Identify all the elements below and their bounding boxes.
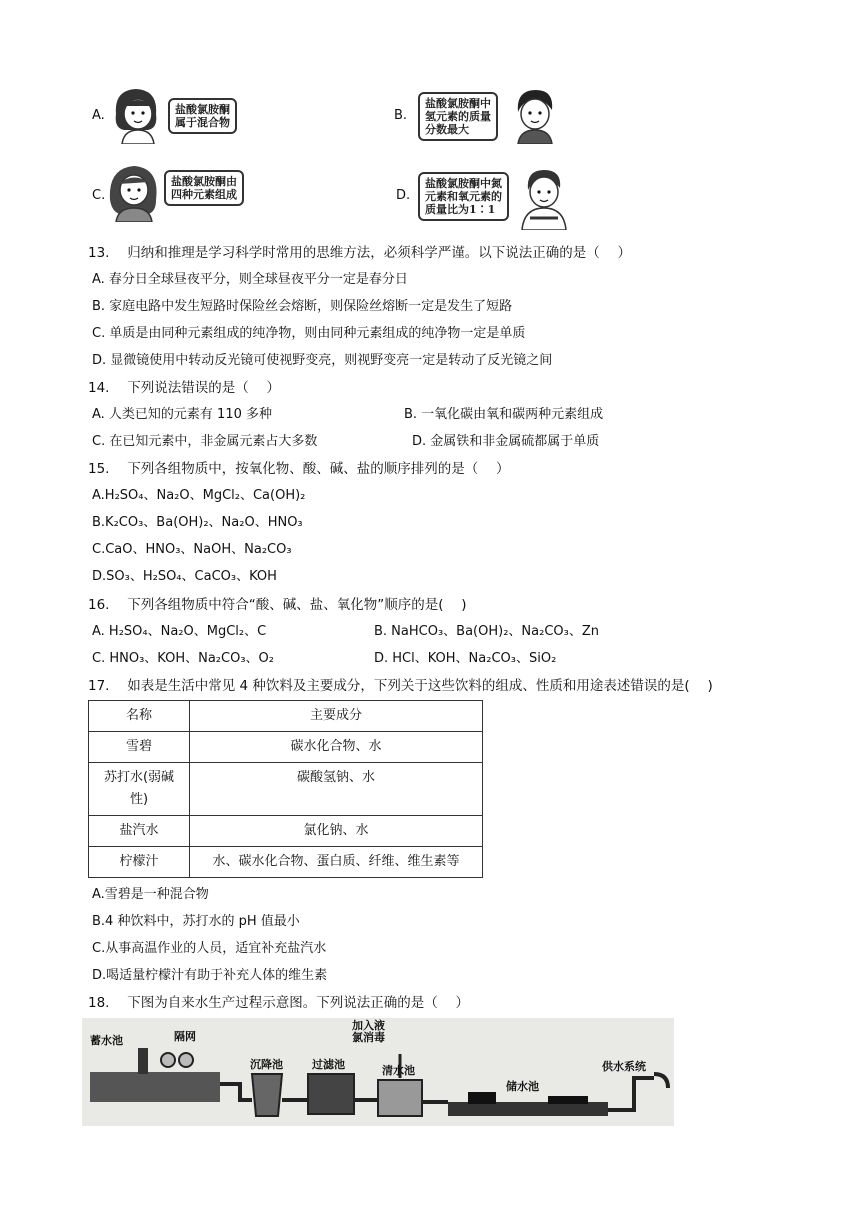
q17-option-c: C.从事高温作业的人员，适宜补充盐汽水 xyxy=(92,941,327,956)
clear-water-tank-label: 清水池 xyxy=(382,1064,415,1077)
question-13-stem: 13. 归纳和推理是学习科学时常用的思维方法，必须科学严谨。以下说法正确的是（ ） xyxy=(88,245,632,261)
table-cell: 水、碳水化合物、蛋白质、纤维、维生素等 xyxy=(190,847,483,878)
drinks-table xyxy=(88,700,483,878)
question-17-stem: 17. 如表是生活中常见 4 种饮料及主要成分，下列关于这些饮料的组成、性质和用途表述错误的是( ) xyxy=(88,678,713,694)
q15-option-c: C.CaO、HNO₃、NaOH、Na₂CO₃ xyxy=(92,542,292,557)
q14-option-a: A. 人类已知的元素有 110 多种 xyxy=(92,407,273,422)
q13-option-c: C. 单质是由同种元素组成的纯净物，则由同种元素组成的纯净物一定是单质 xyxy=(92,326,526,341)
speech-bubble: 盐酸氯胺酮中氮 元素和氧元素的 质量比为1∶1 xyxy=(418,172,509,221)
table-cell: 盐汽水 xyxy=(89,816,190,847)
speech-bubble: 盐酸氯胺酮 属于混合物 xyxy=(168,98,237,134)
table-header-row xyxy=(89,701,483,732)
question-15-stem: 15. 下列各组物质中，按氧化物、酸、碱、盐的顺序排列的是（ ） xyxy=(88,461,510,477)
girl-cartoon-icon xyxy=(108,84,164,144)
q14-option-c: C. 在已知元素中，非金属元素占大多数 xyxy=(92,434,318,449)
table-row xyxy=(89,847,483,878)
q16-option-a: A. H₂SO₄、Na₂O、MgCl₂、C xyxy=(92,624,267,639)
option-letter: C. xyxy=(92,188,106,203)
table-header-cell: 主要成分 xyxy=(190,701,483,732)
q14-option-d: D. 金属铁和非金属硫都属于单质 xyxy=(412,434,600,449)
speech-bubble: 盐酸氯胺酮中 氢元素的质量 分数最大 xyxy=(418,92,498,141)
water-supply-label: 供水系统 xyxy=(602,1060,646,1073)
filter-tank-label: 过滤池 xyxy=(312,1058,345,1071)
boy-cartoon-icon xyxy=(506,84,562,144)
boy-cartoon-icon xyxy=(514,164,574,230)
girl-cartoon-icon xyxy=(104,160,164,222)
q13-option-a: A. 春分日全球昼夜平分，则全球昼夜平分一定是春分日 xyxy=(92,272,408,287)
option-letter: D. xyxy=(396,188,411,203)
q13-option-b: B. 家庭电路中发生短路时保险丝会熔断，则保险丝熔断一定是发生了短路 xyxy=(92,299,513,314)
question-18-stem: 18. 下图为自来水生产过程示意图。下列说法正确的是（ ） xyxy=(88,995,470,1011)
table-cell: 碳酸氢钠、水 xyxy=(190,763,483,816)
table-cell: 雪碧 xyxy=(89,732,190,763)
speech-bubble: 盐酸氯胺酮由 四种元素组成 xyxy=(164,170,244,206)
table-cell: 氯化钠、水 xyxy=(190,816,483,847)
question-14-stem: 14. 下列说法错误的是（ ） xyxy=(88,380,281,396)
reservoir-label: 蓄水池 xyxy=(90,1034,123,1047)
q17-option-b: B.4 种饮料中，苏打水的 pH 值最小 xyxy=(92,914,300,929)
option-letter: A. xyxy=(92,108,105,123)
settling-tank-label: 沉降池 xyxy=(250,1058,283,1071)
q16-option-b: B. NaHCO₃、Ba(OH)₂、Na₂CO₃、Zn xyxy=(374,624,599,639)
q17-option-d: D.喝适量柠檬汁有助于补充人体的维生素 xyxy=(92,968,328,983)
q15-option-b: B.K₂CO₃、Ba(OH)₂、Na₂O、HNO₃ xyxy=(92,515,303,530)
table-row xyxy=(89,816,483,847)
q16-option-d: D. HCl、KOH、Na₂CO₃、SiO₂ xyxy=(374,651,557,666)
screen-label: 隔网 xyxy=(174,1030,196,1043)
table-row xyxy=(89,763,483,816)
q13-option-d: D. 显微镜使用中转动反光镜可使视野变亮，则视野变亮一定是转动了反光镜之间 xyxy=(92,353,553,368)
q16-option-c: C. HNO₃、KOH、Na₂CO₃、O₂ xyxy=(92,651,274,666)
table-cell: 苏打水(弱碱 性) xyxy=(89,763,190,816)
table-cell: 碳水化合物、水 xyxy=(190,732,483,763)
water-treatment-diagram xyxy=(82,1018,674,1126)
q15-option-a: A.H₂SO₄、Na₂O、MgCl₂、Ca(OH)₂ xyxy=(92,488,306,503)
table-cell: 柠檬汁 xyxy=(89,847,190,878)
q14-option-b: B. 一氧化碳由氧和碳两种元素组成 xyxy=(404,407,604,422)
option-letter: B. xyxy=(394,108,408,123)
storage-tank-label: 储水池 xyxy=(506,1080,539,1093)
question-16-stem: 16. 下列各组物质中符合“酸、碱、盐、氧化物”顺序的是( ) xyxy=(88,597,467,613)
table-header-cell: 名称 xyxy=(89,701,190,732)
q17-option-a: A.雪碧是一种混合物 xyxy=(92,887,209,902)
chlorine-label: 加入液 氯消毒 xyxy=(352,1019,385,1044)
q15-option-d: D.SO₃、H₂SO₄、CaCO₃、KOH xyxy=(92,569,277,584)
table-row xyxy=(89,732,483,763)
